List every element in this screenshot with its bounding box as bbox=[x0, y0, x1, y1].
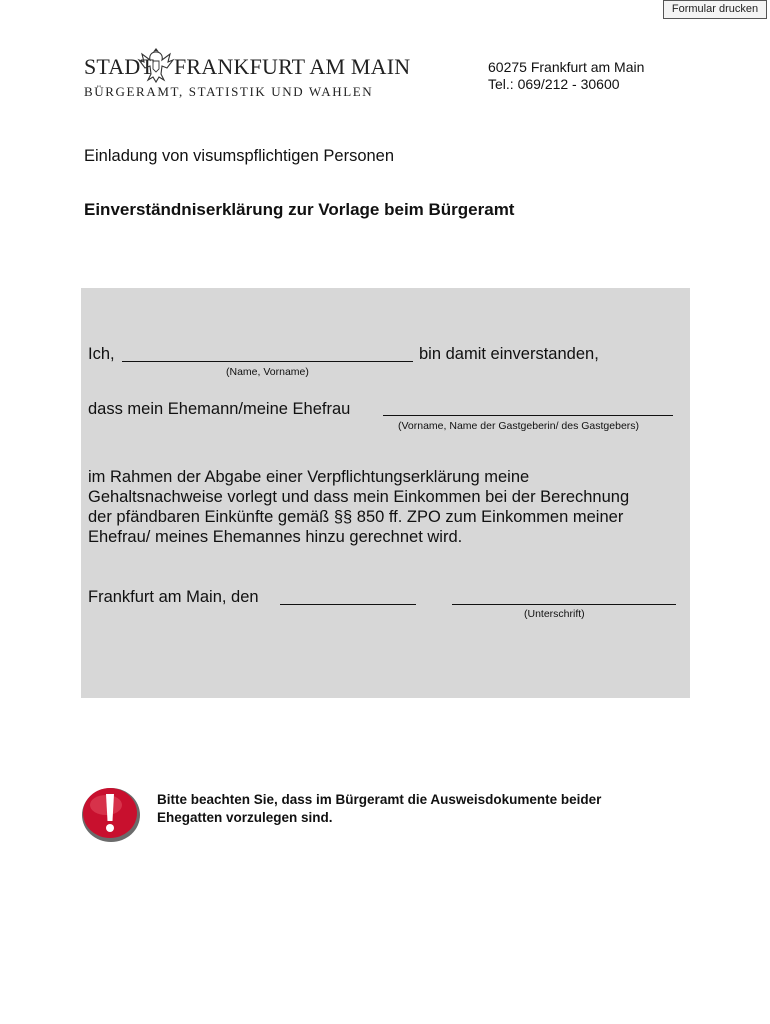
notice-line: Ehegatten vorzulegen sind. bbox=[157, 810, 333, 825]
logo-city: FRANKFURT AM MAIN bbox=[174, 54, 411, 79]
declaration-paragraph bbox=[88, 467, 629, 547]
logo-wordmark bbox=[84, 54, 410, 80]
city-logo bbox=[84, 44, 411, 104]
name-caption: (Name, Vorname) bbox=[226, 366, 309, 378]
label-ehemann: dass mein Ehemann/meine Ehefrau bbox=[88, 400, 351, 418]
exclamation-warning-icon bbox=[80, 784, 142, 844]
paragraph-line: im Rahmen der Abgabe einer Verpflichtungserklärung meine bbox=[88, 468, 530, 486]
signature-caption: (Unterschrift) bbox=[524, 608, 585, 620]
address-city: 60275 Frankfurt am Main bbox=[488, 59, 645, 75]
office-address bbox=[488, 59, 644, 93]
eagle-crest-icon bbox=[137, 44, 175, 84]
notice-line: Bitte beachten Sie, dass im Bürgeramt die Ausweisdokumente beider bbox=[157, 792, 602, 807]
signature-field[interactable] bbox=[452, 604, 676, 605]
date-field[interactable] bbox=[280, 604, 416, 605]
logo-stadt: STADT bbox=[84, 54, 155, 79]
paragraph-line: der pfändbaren Einkünfte gemäß §§ 850 ff. ZPO zum Einkommen meiner bbox=[88, 508, 624, 526]
print-form-button[interactable]: Formular drucken bbox=[663, 0, 767, 19]
label-ort-datum: Frankfurt am Main, den bbox=[88, 588, 259, 606]
paragraph-line: Ehefrau/ meines Ehemannes hinzu gerechnet wird. bbox=[88, 528, 463, 546]
host-caption: (Vorname, Name der Gastgeberin/ des Gastgebers) bbox=[398, 420, 640, 432]
host-name-field[interactable] bbox=[383, 415, 673, 416]
document-subtitle: Einladung von visumspflichtigen Personen bbox=[84, 147, 395, 165]
address-phone: Tel.: 069/212 - 30600 bbox=[488, 76, 620, 92]
notice-text bbox=[157, 791, 601, 827]
label-einverstanden: bin damit einverstanden, bbox=[419, 345, 599, 363]
logo-department: BÜRGERAMT, STATISTIK UND WAHLEN bbox=[84, 84, 374, 99]
document-title: Einverständniserklärung zur Vorlage beim Bürgeramt bbox=[84, 200, 515, 219]
label-ich: Ich, bbox=[88, 345, 115, 363]
name-field[interactable] bbox=[122, 361, 413, 362]
paragraph-line: Gehaltsnachweise vorlegt und dass mein Einkommen bei der Berechnung bbox=[88, 488, 630, 506]
